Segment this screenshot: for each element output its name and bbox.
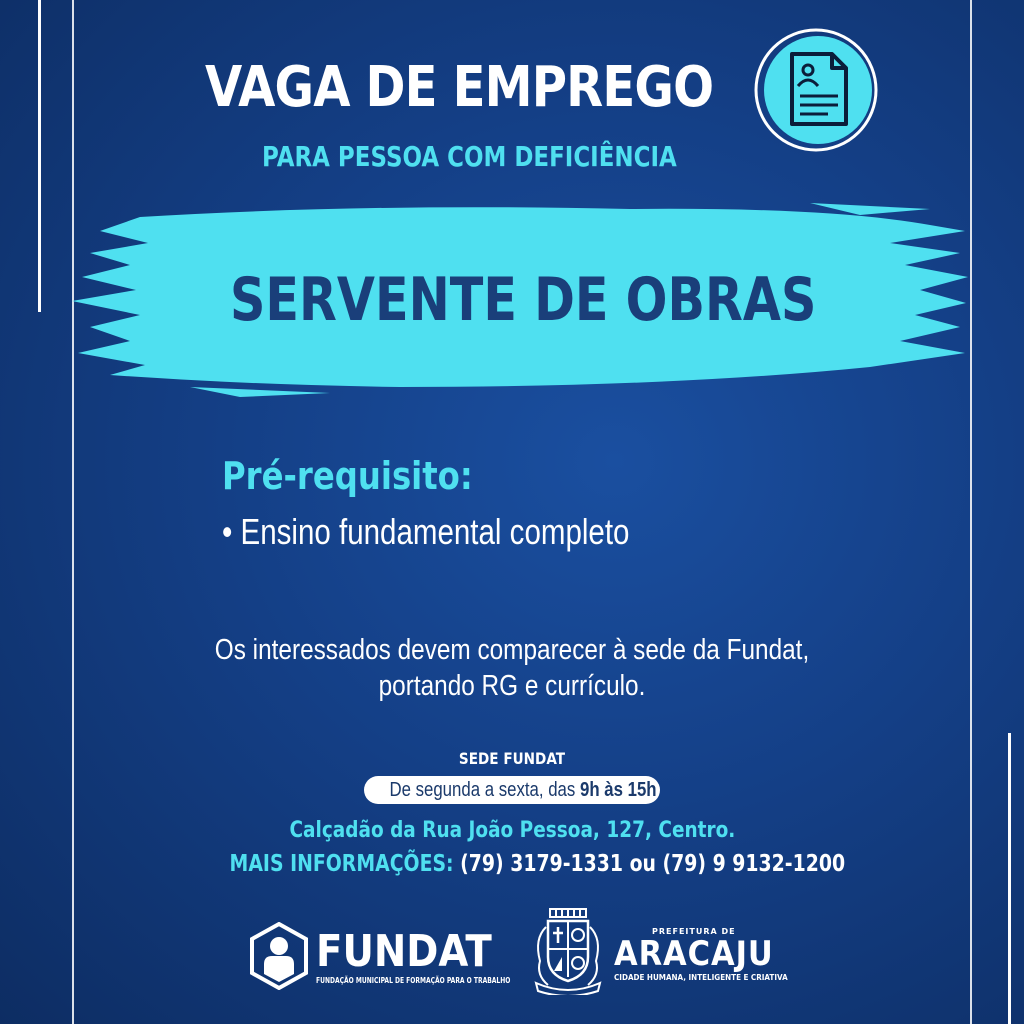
sede-label: SEDE FUNDAT (458, 749, 566, 768)
address-text: Calçadão da Rua João Pessoa, 127, Centro. (289, 818, 735, 843)
hours-time: 9h às 15h (579, 779, 657, 801)
coat-of-arms-icon (528, 905, 608, 995)
frame-line-right (1008, 733, 1011, 1024)
contact-label: MAIS INFORMAÇÕES: (229, 851, 454, 877)
requirement-item (222, 508, 629, 556)
requirements-heading: Pré-requisito: (222, 454, 473, 498)
frame-line-left (38, 0, 41, 312)
resume-document-icon (748, 28, 880, 152)
frame-line-left-inner (72, 0, 74, 1024)
page-title: VAGA DE EMPREGO (205, 55, 714, 120)
frame-line-right-inner (970, 0, 972, 1024)
fundat-hexagon-icon (250, 922, 308, 990)
fundat-name: FUNDAT (316, 926, 492, 977)
hours-pill (364, 776, 660, 804)
aracaju-tagline: CIDADE HUMANA, INTELIGENTE E CRIATIVA (614, 973, 788, 982)
requirement-text: Ensino fundamental completo (240, 511, 630, 552)
fundat-logo (250, 922, 511, 994)
page-subtitle: PARA PESSOA COM DEFICIÊNCIA (262, 140, 677, 173)
instructions-line-1: Os interessados devem comparecer à sede da Fundat, (214, 634, 810, 666)
aracaju-logo (528, 905, 788, 997)
contact-info (162, 848, 862, 880)
contact-phones: (79) 3179-1331 ou (79) 9 9132-1200 (460, 851, 846, 877)
fundat-subtitle: FUNDAÇÃO MUNICIPAL DE FORMAÇÃO PARA O TRABALHO (316, 976, 511, 985)
bullet: • (222, 511, 233, 552)
address (212, 816, 812, 846)
aracaju-prefix: PREFEITURA DE (652, 927, 736, 936)
instructions (140, 632, 884, 704)
job-title: SERVENTE DE OBRAS (230, 265, 817, 335)
instructions-line-2: portando RG e currículo. (378, 670, 646, 702)
hours-prefix: De segunda a sexta, das (389, 779, 580, 801)
aracaju-name: ARACAJU (614, 934, 774, 974)
